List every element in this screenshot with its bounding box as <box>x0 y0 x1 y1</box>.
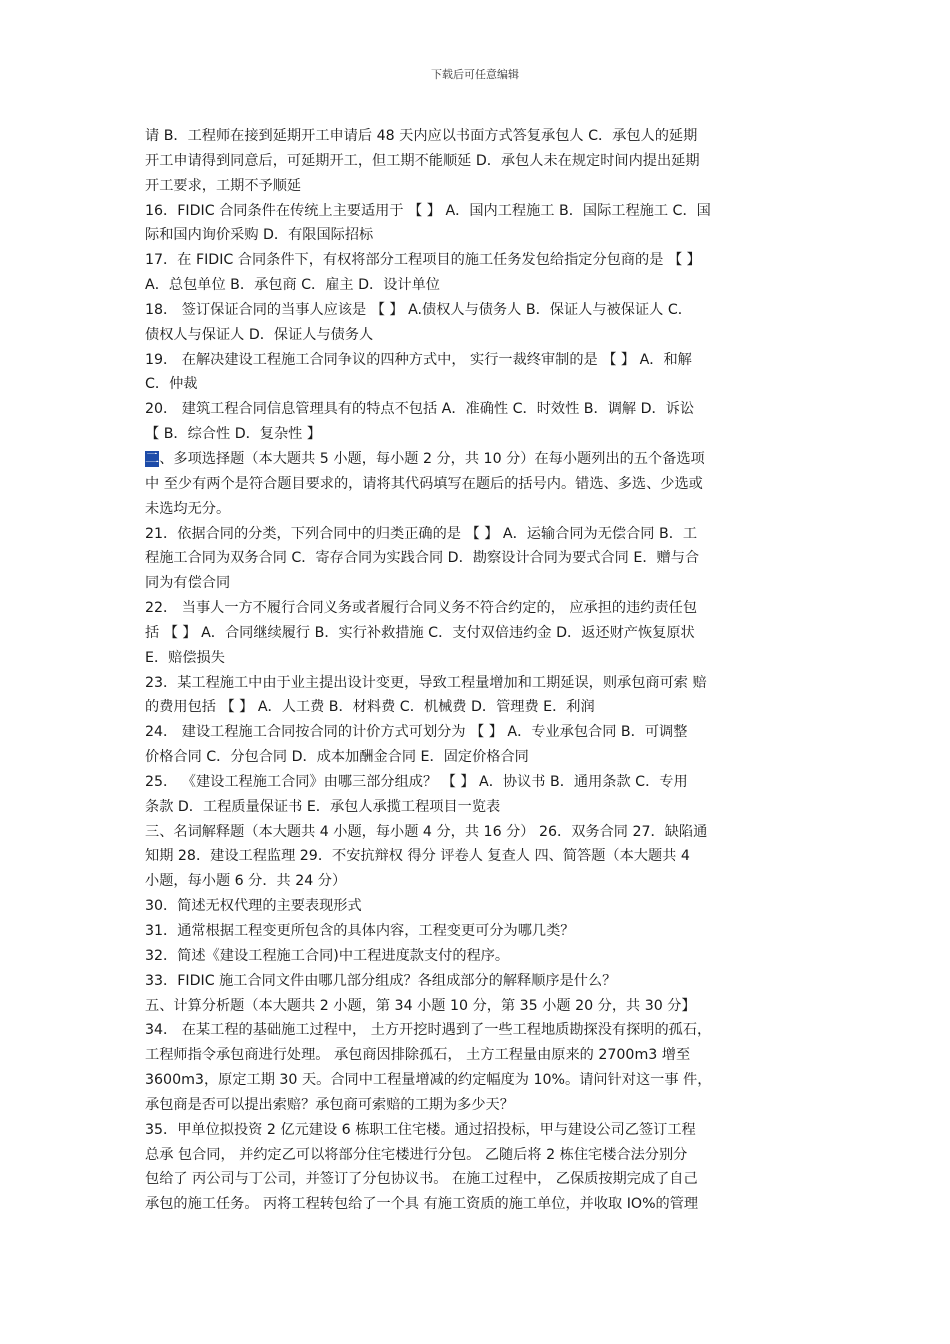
document-body <box>145 124 810 1217</box>
text-line: 总承 包合同， 并约定乙可以将部分住宅楼进行分包。 乙随后将 2 栋住宅楼合法分别分 <box>145 1146 688 1163</box>
text-line: 20． 建筑工程合同信息管理具有的特点不包括 A．准确性 C．时效性 B．调解 D．诉讼 <box>145 401 695 418</box>
text-line: 24． 建设工程施工合同按合同的计价方式可划分为 【 】 A．专业承包合同 B．可调整 <box>145 724 688 741</box>
text-line: 30．简述无权代理的主要表现形式 <box>145 898 362 915</box>
selected-text-highlight[interactable]: 二 <box>145 450 160 467</box>
text-line: 33．FIDIC 施工合同文件由哪几部分组成？各组成部分的解释顺序是什么？ <box>145 972 617 989</box>
text-line: 承包的施工任务。 丙将工程转包给了一个具 有施工资质的施工单位，并收取 IO%的管理 <box>145 1196 699 1213</box>
text-line: 3600m3，原定工期 30 天。合同中工程量增减的约定幅度为 10%。请问针对这一事 件， <box>145 1072 712 1089</box>
text-line: A．总包单位 B．承包商 C．雇主 D．设计单位 <box>145 277 440 294</box>
text-line: 开工申请得到同意后，可延期开工，但工期不能顺延 D．承包人未在规定时间内提出延期 <box>145 152 700 169</box>
text-line: 32．简述《建设工程施工合同)中工程进度款支付的程序。 <box>145 947 510 964</box>
text-line: 【 B．综合性 D．复杂性 】 <box>145 426 322 443</box>
text-line: 未选均无分。 <box>145 500 231 517</box>
text-line: 16．FIDIC 合同条件在传统上主要适用于 【 】 A．国内工程施工 B．国际工程施工 C．国 <box>145 202 711 219</box>
text-line: 35．甲单位拟投资 2 亿元建设 6 栋职工住宅楼。通过招投标，甲与建设公司乙签订工程 <box>145 1121 696 1138</box>
section-heading-line <box>145 447 810 472</box>
text-line: 程施工合同为双务合同 C．寄存合同为实践合同 D．勘察设计合同为要式合同 E．赠与合 <box>145 550 700 567</box>
text-line: 21．依据合同的分类，下列合同中的归类正确的是 【 】 A．运输合同为无偿合同 B．工 <box>145 525 698 542</box>
text-line: 括 【 】 A．合同继续履行 B．实行补救措施 C．支付双倍违约金 D．返还财产恢复原状 <box>145 624 695 641</box>
text-line: 知期 28．建设工程监理 29．不安抗辩权 得分 评卷人 复查人 四、简答题（本大题共 4 <box>145 848 690 865</box>
text-line: 的费用包括 【 】 A．人工费 B．材料费 C．机械费 D．管理费 E．利润 <box>145 699 595 716</box>
text-line: 际和国内询价采购 D．有限国际招标 <box>145 227 374 244</box>
text-line: C．仲裁 <box>145 376 198 393</box>
text-line: 17．在 FIDIC 合同条件下，有权将部分工程项目的施工任务发包给指定分包商的是 【 】 <box>145 252 701 269</box>
text-line: 五、计算分析题（本大题共 2 小题，第 34 小题 10 分，第 35 小题 20 分，共 30 分】 <box>145 997 696 1014</box>
text-line: 小题，每小题 6 分．共 24 分） <box>145 873 347 890</box>
text-line: 开工要求，工期不予顺延 <box>145 177 302 194</box>
page-header: 下载后可任意编辑 <box>431 68 519 81</box>
text-line: 承包商是否可以提出索赔？承包商可索赔的工期为多少天？ <box>145 1096 514 1113</box>
text-line: 25． 《建设工程施工合同》由哪三部分组成？ 【 】 A．协议书 B．通用条款 C．专用 <box>145 773 688 790</box>
text-line: 请 B．工程师在接到延期开工申请后 48 天内应以书面方式答复承包人 C．承包人的延期 <box>145 128 698 144</box>
text-line: 19． 在解决建设工程施工合同争议的四种方式中， 实行一裁终审制的是 【 】 A．和解 <box>145 351 692 368</box>
text-line: 价格合同 C．分包合同 D．成本加酬金合同 E．固定价格合同 <box>145 749 529 766</box>
text-line: 23．某工程施工中由于业主提出设计变更，导致工程量增加和工期延误，则承包商可索 赔 <box>145 674 707 691</box>
text-line: 三、名词解释题（本大题共 4 小题，每小题 4 分，共 16 分） 26．双务合同 27．缺陷通 <box>145 823 708 840</box>
text-line: 34． 在某工程的基础施工过程中， 土方开挖时遇到了一些工程地质勘探没有探明的孤石， <box>145 1022 712 1039</box>
text-line: 包给了 丙公司与丁公司，并签订了分包协议书。 在施工过程中， 乙保质按期完成了自己 <box>145 1171 698 1188</box>
text-line: 31．通常根据工程变更所包含的具体内容，工程变更可分为哪几类？ <box>145 923 575 939</box>
text-line: 、多项选择题（本大题共 5 小题，每小题 2 分，共 10 分）在每小题列出的五个备选项 <box>159 450 705 467</box>
text-line: 债权人与保证人 D．保证人与债务人 <box>145 326 374 343</box>
text-line: 工程师指令承包商进行处理。 承包商因排除孤石， 土方工程量由原来的 2700m3 增至 <box>145 1047 691 1064</box>
text-line: 18． 签订保证合同的当事人应该是 【 】 A.债权人与债务人 B．保证人与被保证人 C． <box>145 301 692 318</box>
text-line: 22． 当事人一方不履行合同义务或者履行合同义务不符合约定的， 应承担的违约责任包 <box>145 600 698 617</box>
text-line: E．赔偿损失 <box>145 649 225 666</box>
text-line: 同为有偿合同 <box>145 575 231 592</box>
text-line: 条款 D．工程质量保证书 E．承包人承揽工程项目一览表 <box>145 798 501 815</box>
text-line: 中 至少有两个是符合题目要求的，请将其代码填写在题后的括号内。错选、多选、少选或 <box>145 475 703 492</box>
